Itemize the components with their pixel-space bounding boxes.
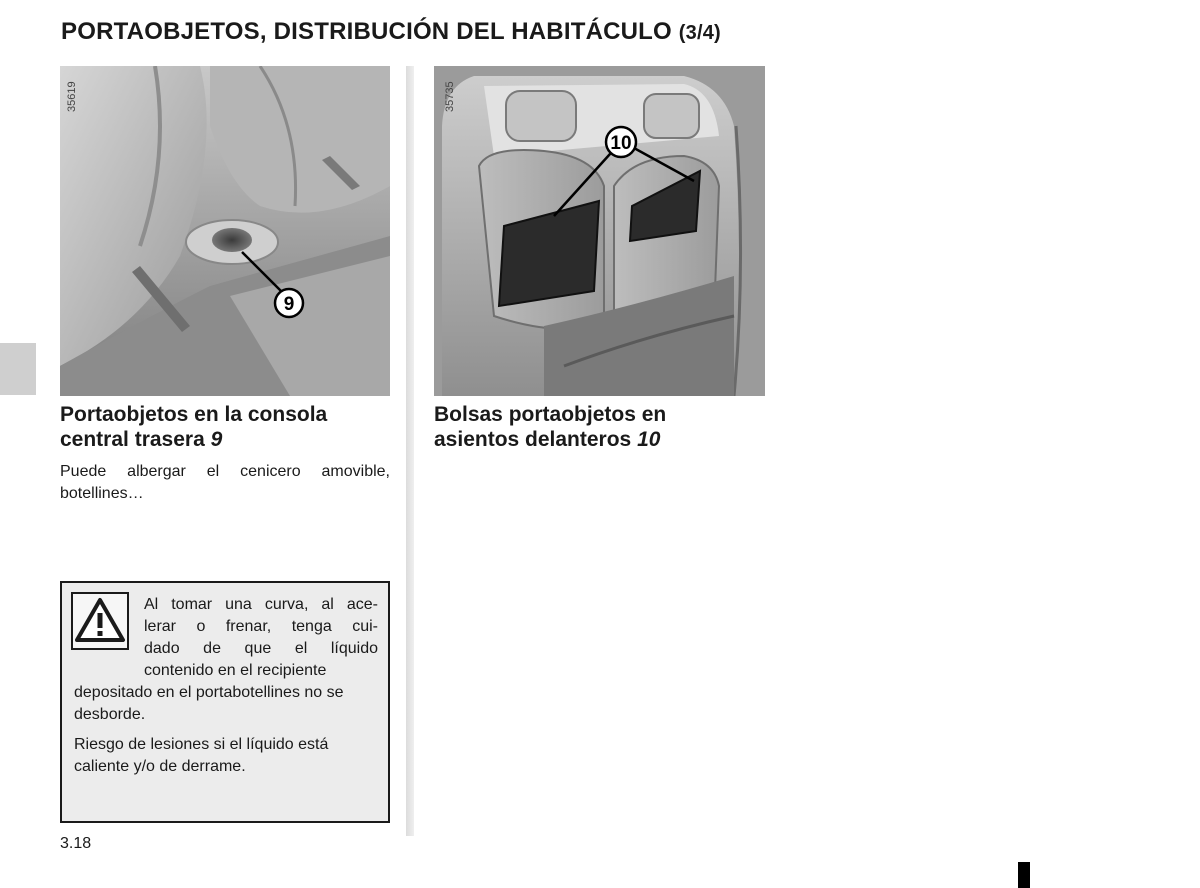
seat-pockets-heading — [434, 402, 774, 452]
warning-line: Al tomar una curva, al ace- — [144, 596, 378, 613]
warning-box — [60, 581, 390, 823]
warning-second-paragraph: Riesgo de lesiones si el líquido está caliente y/o de derrame. — [74, 736, 329, 775]
warning-line: lerar o frenar, tenga cui- — [144, 618, 378, 635]
heading-line: Bolsas portaobjetos en — [434, 403, 667, 426]
column-divider — [406, 66, 414, 836]
seat-pockets-illustration — [434, 66, 765, 396]
page-part-indicator: (3/4) — [678, 22, 721, 44]
console-storage-heading — [60, 402, 400, 452]
warning-text — [74, 594, 378, 778]
heading-reference: 10 — [637, 428, 661, 451]
section-tab-marker — [0, 343, 36, 395]
heading-line: central trasera — [60, 428, 205, 451]
callout-10-label: 10 — [610, 133, 632, 154]
callout-9-label: 9 — [283, 294, 295, 315]
page-title — [61, 18, 721, 46]
page-number: 3.18 — [60, 835, 92, 852]
console-storage-photo — [60, 66, 390, 396]
heading-reference: 9 — [210, 428, 223, 451]
seat-pockets-photo — [434, 66, 765, 396]
page-title-text: PORTAOBJETOS, DISTRIBUCIÓN DEL HABITÁCULO — [61, 18, 672, 45]
console-storage-description: Puede albergar el cenicero amovible, botellines… — [60, 463, 390, 502]
console-storage-illustration — [60, 66, 390, 396]
warning-line: depositado en el portabotellines no se desborde. — [74, 684, 344, 723]
heading-line: asientos delanteros — [434, 428, 632, 451]
photo-reference-code: 35619 — [66, 81, 78, 112]
warning-line: dado de que el líquido — [144, 640, 378, 657]
photo-reference-code: 35735 — [444, 81, 456, 112]
page-corner-mark — [1018, 862, 1030, 888]
heading-line: Portaobjetos en la consola — [60, 403, 328, 426]
warning-line: contenido en el recipiente — [144, 662, 327, 679]
